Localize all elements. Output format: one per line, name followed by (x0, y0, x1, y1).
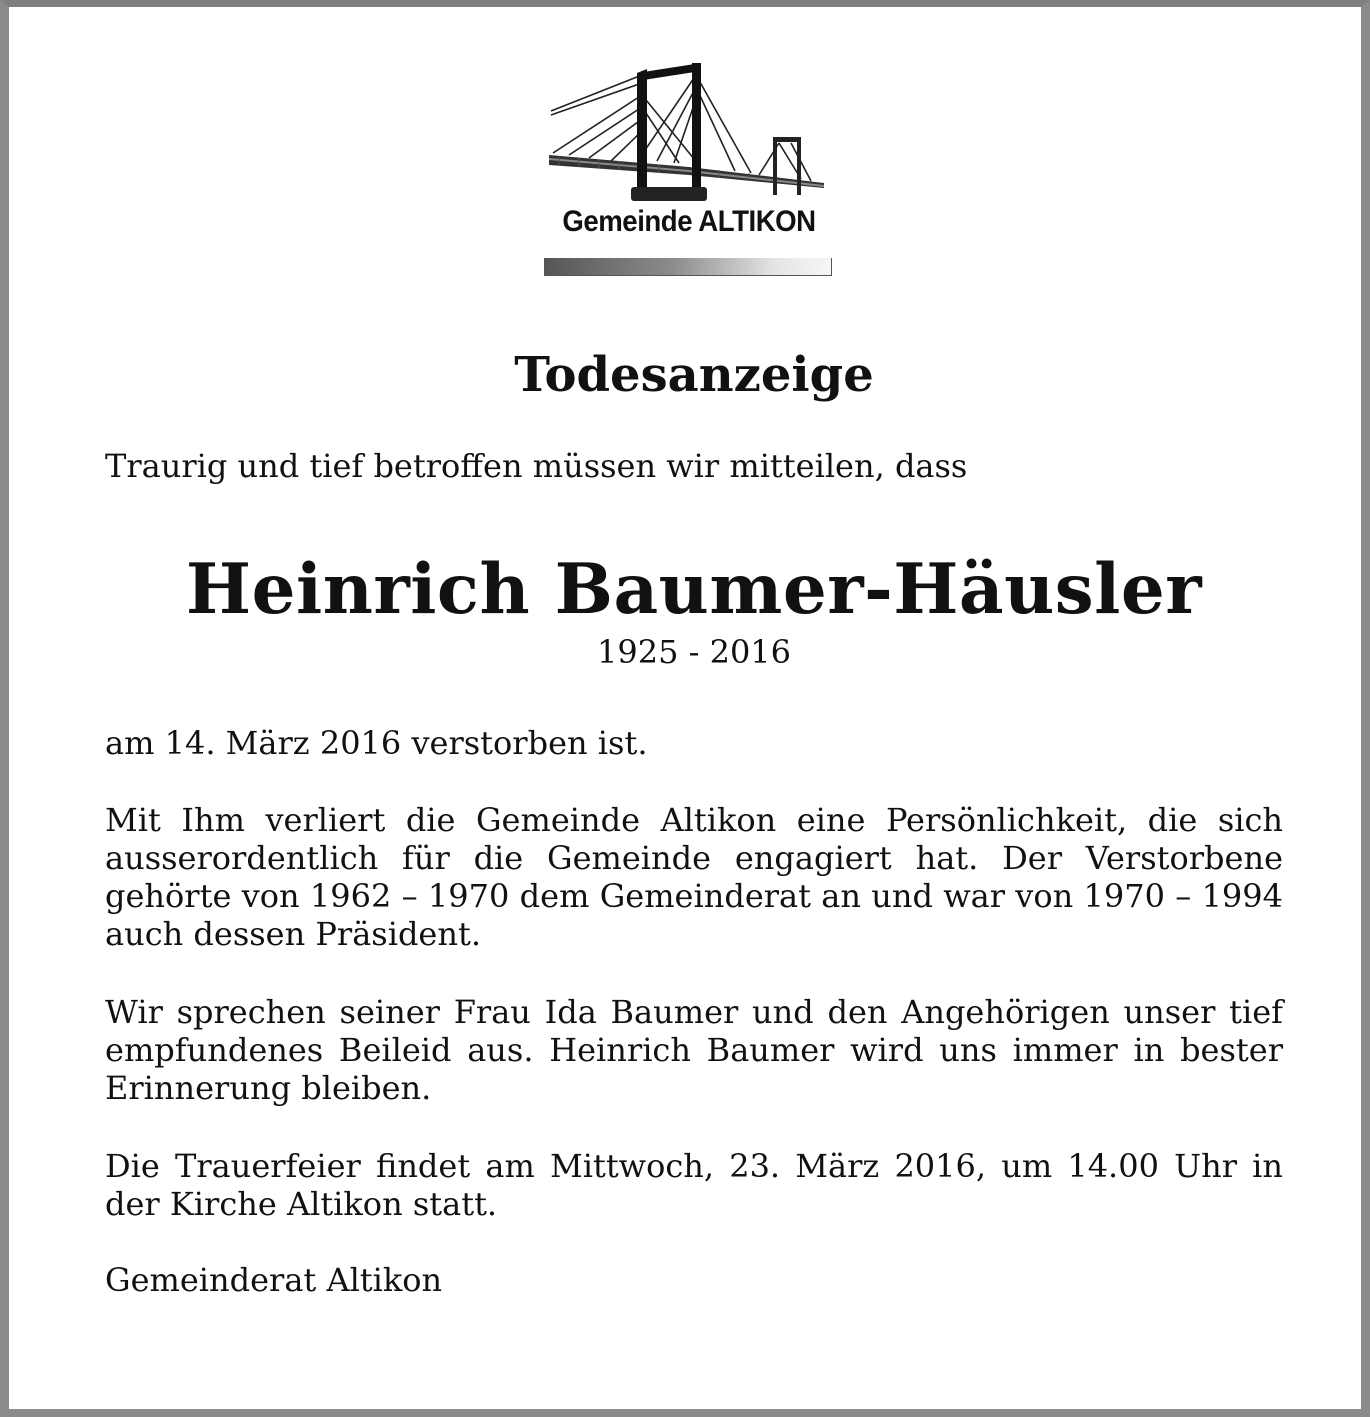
logo-gradient-bar (544, 258, 832, 276)
municipality-logo-text: Gemeinde ALTIKON (562, 205, 816, 238)
life-years: 1925 - 2016 (596, 633, 792, 671)
condolence-paragraph: Wir sprechen seiner Frau Ida Baumer und den Angehörigen unser tief empfundenes Beileid aus. Heinrich Baumer wird uns immer in bester Erinnerung bleiben. (105, 993, 1283, 1107)
notice-title: Todesanzeige (514, 347, 874, 403)
bridge-icon (539, 55, 839, 205)
tribute-paragraph: Mit Ihm verliert die Gemeinde Altikon eine Persönlichkeit, die sich ausserordentlich für die Gemeinde engagiert hat. Der Verstorbene gehörte von 1962 – 1970 dem Gemeinderat an und war von 1970 – 1994 auch dessen Präsident. (105, 801, 1283, 953)
intro-text: Traurig und tief betroffen müssen wir mitteilen, dass (105, 447, 968, 485)
deceased-name: Heinrich Baumer-Häusler (185, 549, 1203, 630)
death-date-text: am 14. März 2016 verstorben ist. (105, 724, 648, 762)
signature: Gemeinderat Altikon (105, 1261, 443, 1299)
service-paragraph: Die Trauerfeier findet am Mittwoch, 23. März 2016, um 14.00 Uhr in der Kirche Altikon statt. (105, 1147, 1283, 1223)
municipality-logo (539, 55, 839, 281)
